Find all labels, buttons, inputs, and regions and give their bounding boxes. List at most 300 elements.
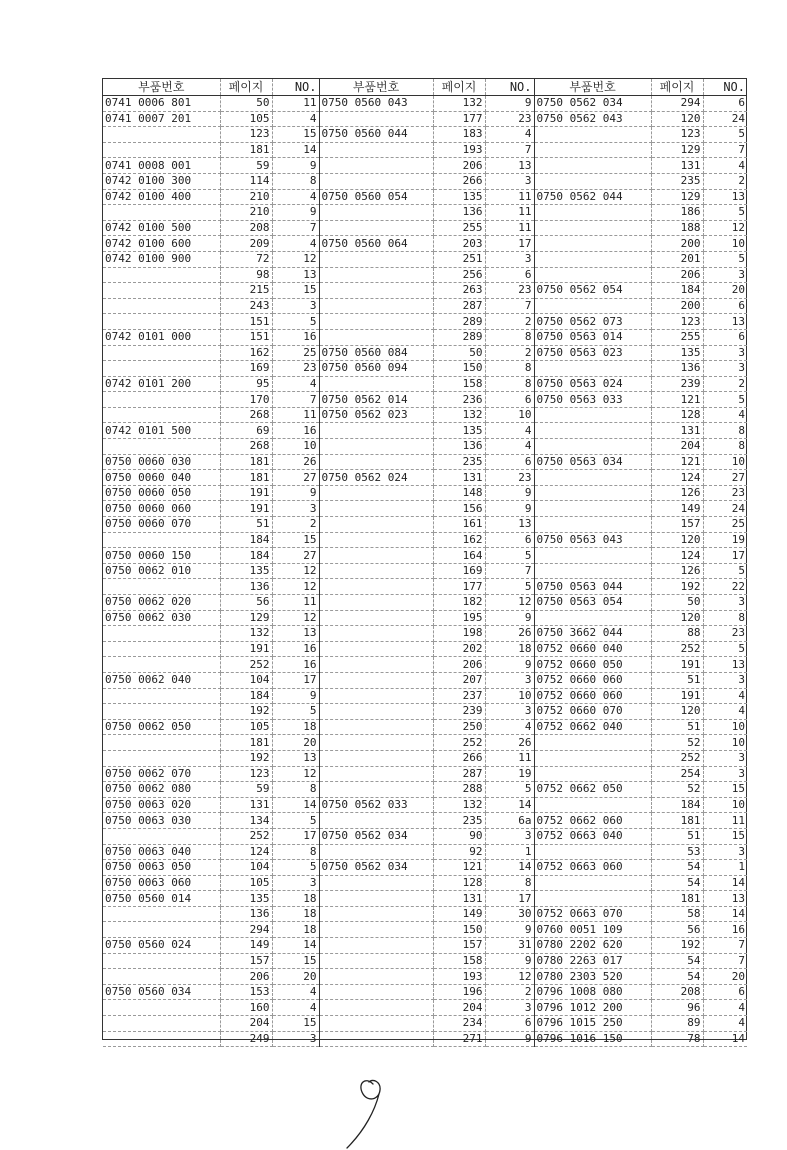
no-cell: 2 <box>703 376 747 392</box>
table-row <box>103 797 747 813</box>
part-no-cell <box>319 688 433 704</box>
page-cell: 192 <box>651 579 703 595</box>
part-no-cell <box>103 127 220 143</box>
page-cell: 131 <box>651 423 703 439</box>
page-cell: 132 <box>433 797 485 813</box>
no-cell: 14 <box>703 906 747 922</box>
no-cell: 27 <box>272 548 319 564</box>
page-cell: 135 <box>433 189 485 205</box>
page-cell: 181 <box>220 142 272 158</box>
part-no-cell: 0796 1008 080 <box>534 984 651 1000</box>
page-cell: 196 <box>433 984 485 1000</box>
table-row <box>103 657 747 673</box>
part-no-cell <box>103 953 220 969</box>
part-no-cell <box>319 766 433 782</box>
part-no-cell: 0760 0051 109 <box>534 922 651 938</box>
table-row <box>103 579 747 595</box>
part-no-cell <box>103 828 220 844</box>
no-cell: 8 <box>485 361 534 377</box>
part-no-cell <box>534 485 651 501</box>
no-cell: 6 <box>703 298 747 314</box>
part-no-cell <box>534 439 651 455</box>
no-cell: 25 <box>703 517 747 533</box>
table-row <box>103 423 747 439</box>
page-cell: 50 <box>220 96 272 112</box>
part-no-cell <box>534 267 651 283</box>
no-cell: 3 <box>703 267 747 283</box>
page-cell: 209 <box>220 236 272 252</box>
part-no-cell <box>319 439 433 455</box>
page-cell: 136 <box>651 361 703 377</box>
page-cell: 252 <box>220 657 272 673</box>
no-cell: 5 <box>272 860 319 876</box>
no-cell: 17 <box>272 828 319 844</box>
part-no-cell: 0752 0660 060 <box>534 688 651 704</box>
page-cell: 131 <box>433 470 485 486</box>
page-cell: 98 <box>220 267 272 283</box>
no-cell: 10 <box>485 407 534 423</box>
page-cell: 54 <box>651 969 703 985</box>
part-no-cell: 0742 0100 900 <box>103 251 220 267</box>
no-cell: 13 <box>272 626 319 642</box>
part-no-cell: 0750 0560 014 <box>103 891 220 907</box>
page-cell: 250 <box>433 719 485 735</box>
page-cell: 162 <box>433 532 485 548</box>
part-no-cell <box>103 922 220 938</box>
no-cell: 27 <box>703 470 747 486</box>
no-cell: 9 <box>485 96 534 112</box>
no-cell: 27 <box>272 470 319 486</box>
part-no-cell <box>534 501 651 517</box>
no-cell: 5 <box>703 392 747 408</box>
page-cell: 239 <box>433 704 485 720</box>
table-row <box>103 111 747 127</box>
page-cell: 170 <box>220 392 272 408</box>
page-cell: 266 <box>433 173 485 189</box>
no-cell: 9 <box>272 158 319 174</box>
no-cell: 6 <box>485 1016 534 1032</box>
page-cell: 169 <box>220 361 272 377</box>
page-cell: 161 <box>433 517 485 533</box>
no-cell: 14 <box>272 938 319 954</box>
part-no-cell <box>319 314 433 330</box>
page-cell: 208 <box>220 220 272 236</box>
part-no-cell <box>103 688 220 704</box>
no-cell: 15 <box>703 782 747 798</box>
part-no-cell: 0750 0562 043 <box>534 111 651 127</box>
page-cell: 105 <box>220 875 272 891</box>
page-cell: 51 <box>651 719 703 735</box>
table-row <box>103 906 747 922</box>
no-cell: 19 <box>485 766 534 782</box>
part-no-cell: 0752 0663 040 <box>534 828 651 844</box>
no-cell: 8 <box>485 376 534 392</box>
page-cell: 254 <box>651 766 703 782</box>
table-row <box>103 189 747 205</box>
table-row <box>103 875 747 891</box>
page-cell: 255 <box>433 220 485 236</box>
no-cell: 7 <box>703 938 747 954</box>
no-cell: 9 <box>485 657 534 673</box>
part-no-cell <box>103 392 220 408</box>
part-no-cell <box>319 641 433 657</box>
page-cell: 191 <box>220 501 272 517</box>
part-no-cell: 0750 0563 014 <box>534 329 651 345</box>
table-row <box>103 142 747 158</box>
part-no-cell: 0780 2303 520 <box>534 969 651 985</box>
page-cell: 184 <box>651 797 703 813</box>
page-cell: 114 <box>220 173 272 189</box>
no-cell: 20 <box>272 969 319 985</box>
page-cell: 131 <box>220 797 272 813</box>
page-cell: 149 <box>433 906 485 922</box>
page-cell: 235 <box>433 813 485 829</box>
part-no-cell <box>319 251 433 267</box>
header-no: NO. <box>272 79 319 96</box>
part-no-cell <box>103 579 220 595</box>
part-no-cell <box>103 283 220 299</box>
part-no-cell <box>534 797 651 813</box>
page-cell: 128 <box>433 875 485 891</box>
part-no-cell <box>319 891 433 907</box>
page-cell: 120 <box>651 704 703 720</box>
no-cell: 24 <box>703 111 747 127</box>
page-cell: 59 <box>220 782 272 798</box>
page-cell: 96 <box>651 1000 703 1016</box>
part-no-cell <box>103 361 220 377</box>
no-cell: 14 <box>272 142 319 158</box>
no-cell: 10 <box>703 236 747 252</box>
table-row <box>103 938 747 954</box>
page-cell: 120 <box>651 111 703 127</box>
page-cell: 136 <box>433 439 485 455</box>
part-no-cell <box>534 891 651 907</box>
page-cell: 252 <box>220 828 272 844</box>
part-no-cell <box>103 969 220 985</box>
page-cell: 69 <box>220 423 272 439</box>
part-no-cell <box>319 610 433 626</box>
page-cell: 158 <box>433 376 485 392</box>
no-cell: 12 <box>272 579 319 595</box>
no-cell: 10 <box>703 454 747 470</box>
table-row <box>103 376 747 392</box>
handwritten-signature <box>335 1070 405 1150</box>
no-cell: 4 <box>272 111 319 127</box>
page-cell: 124 <box>651 548 703 564</box>
no-cell: 17 <box>703 548 747 564</box>
table-row <box>103 501 747 517</box>
page-cell: 153 <box>220 984 272 1000</box>
part-no-cell <box>103 267 220 283</box>
page-cell: 54 <box>651 875 703 891</box>
part-no-cell: 0752 0660 060 <box>534 672 651 688</box>
no-cell: 1 <box>703 860 747 876</box>
no-cell: 2 <box>485 984 534 1000</box>
part-no-cell: 0742 0100 300 <box>103 173 220 189</box>
table-row <box>103 236 747 252</box>
no-cell: 31 <box>485 938 534 954</box>
no-cell: 17 <box>272 672 319 688</box>
part-no-cell <box>534 220 651 236</box>
page-cell: 268 <box>220 439 272 455</box>
table-row <box>103 517 747 533</box>
page-cell: 268 <box>220 407 272 423</box>
part-no-cell: 0742 0101 200 <box>103 376 220 392</box>
table-row <box>103 407 747 423</box>
no-cell: 20 <box>703 283 747 299</box>
part-no-cell <box>103 906 220 922</box>
part-no-cell: 0750 0060 030 <box>103 454 220 470</box>
table-row <box>103 485 747 501</box>
page-cell: 135 <box>220 891 272 907</box>
page-cell: 294 <box>220 922 272 938</box>
part-no-cell <box>319 205 433 221</box>
no-cell: 11 <box>485 205 534 221</box>
part-no-cell: 0750 0562 034 <box>534 96 651 112</box>
no-cell: 12 <box>485 595 534 611</box>
header-no: NO. <box>703 79 747 96</box>
page-cell: 191 <box>651 688 703 704</box>
page-cell: 56 <box>220 595 272 611</box>
no-cell: 5 <box>703 205 747 221</box>
page-cell: 128 <box>651 407 703 423</box>
table-row <box>103 984 747 1000</box>
no-cell: 3 <box>485 251 534 267</box>
page-cell: 193 <box>433 142 485 158</box>
page-cell: 206 <box>651 267 703 283</box>
page-cell: 204 <box>433 1000 485 1016</box>
no-cell: 26 <box>485 626 534 642</box>
no-cell: 8 <box>485 875 534 891</box>
no-cell: 15 <box>272 127 319 143</box>
part-no-cell: 0750 0062 050 <box>103 719 220 735</box>
part-no-cell <box>534 158 651 174</box>
no-cell: 4 <box>485 439 534 455</box>
page-cell: 59 <box>220 158 272 174</box>
no-cell: 9 <box>272 485 319 501</box>
table-row <box>103 641 747 657</box>
table-row <box>103 329 747 345</box>
no-cell: 14 <box>272 797 319 813</box>
table-row <box>103 610 747 626</box>
page-cell: 192 <box>220 704 272 720</box>
page-cell: 54 <box>651 953 703 969</box>
part-no-cell <box>534 173 651 189</box>
part-no-cell <box>319 922 433 938</box>
part-no-cell: 0752 0660 070 <box>534 704 651 720</box>
part-no-cell: 0750 0562 044 <box>534 189 651 205</box>
part-no-cell: 0750 0562 033 <box>319 797 433 813</box>
part-no-cell <box>319 517 433 533</box>
page-cell: 132 <box>433 407 485 423</box>
table-row <box>103 361 747 377</box>
no-cell: 2 <box>272 517 319 533</box>
no-cell: 14 <box>703 875 747 891</box>
table-row <box>103 688 747 704</box>
page-cell: 120 <box>651 532 703 548</box>
part-no-cell <box>319 735 433 751</box>
no-cell: 9 <box>485 1031 534 1047</box>
page-cell: 131 <box>651 158 703 174</box>
no-cell: 19 <box>703 532 747 548</box>
table-row <box>103 969 747 985</box>
page-cell: 203 <box>433 236 485 252</box>
table-row <box>103 314 747 330</box>
table-row <box>103 158 747 174</box>
no-cell: 3 <box>272 501 319 517</box>
part-no-cell: 0750 3662 044 <box>534 626 651 642</box>
page-cell: 186 <box>651 205 703 221</box>
part-no-cell <box>534 563 651 579</box>
part-no-cell <box>319 454 433 470</box>
page-cell: 184 <box>220 532 272 548</box>
no-cell: 4 <box>703 1000 747 1016</box>
no-cell: 13 <box>272 267 319 283</box>
no-cell: 23 <box>272 361 319 377</box>
no-cell: 4 <box>272 236 319 252</box>
part-no-cell <box>319 719 433 735</box>
no-cell: 7 <box>485 298 534 314</box>
part-no-cell: 0750 0063 050 <box>103 860 220 876</box>
no-cell: 14 <box>485 860 534 876</box>
page-cell: 124 <box>651 470 703 486</box>
part-no-cell: 0750 0062 010 <box>103 563 220 579</box>
no-cell: 3 <box>485 828 534 844</box>
table-row <box>103 922 747 938</box>
no-cell: 4 <box>703 158 747 174</box>
part-no-cell <box>319 704 433 720</box>
no-cell: 7 <box>272 392 319 408</box>
part-no-cell <box>319 423 433 439</box>
page-cell: 206 <box>220 969 272 985</box>
page-cell: 237 <box>433 688 485 704</box>
page-cell: 287 <box>433 298 485 314</box>
part-no-cell <box>534 766 651 782</box>
no-cell: 13 <box>272 750 319 766</box>
part-no-cell: 0750 0560 044 <box>319 127 433 143</box>
page-cell: 136 <box>433 205 485 221</box>
page-cell: 135 <box>651 345 703 361</box>
no-cell: 23 <box>703 626 747 642</box>
page-cell: 121 <box>651 454 703 470</box>
part-no-cell: 0750 0563 023 <box>534 345 651 361</box>
no-cell: 3 <box>703 595 747 611</box>
page-cell: 150 <box>433 922 485 938</box>
part-no-cell <box>534 470 651 486</box>
page-cell: 287 <box>433 766 485 782</box>
page-cell: 52 <box>651 782 703 798</box>
table-row <box>103 439 747 455</box>
page-cell: 252 <box>651 641 703 657</box>
part-no-cell: 0750 0062 070 <box>103 766 220 782</box>
part-no-cell: 0750 0560 064 <box>319 236 433 252</box>
part-no-cell: 0780 2202 620 <box>534 938 651 954</box>
no-cell: 20 <box>272 735 319 751</box>
part-no-cell <box>319 750 433 766</box>
no-cell: 3 <box>703 361 747 377</box>
page-cell: 251 <box>433 251 485 267</box>
page-cell: 252 <box>433 735 485 751</box>
page-cell: 149 <box>651 501 703 517</box>
no-cell: 4 <box>272 376 319 392</box>
no-cell: 5 <box>272 813 319 829</box>
part-no-cell: 0796 1012 200 <box>534 1000 651 1016</box>
table-row <box>103 470 747 486</box>
page-cell: 191 <box>651 657 703 673</box>
page-cell: 294 <box>651 96 703 112</box>
page-cell: 157 <box>220 953 272 969</box>
page-cell: 271 <box>433 1031 485 1047</box>
part-no-cell <box>319 158 433 174</box>
part-no-cell: 0750 0563 054 <box>534 595 651 611</box>
no-cell: 12 <box>272 610 319 626</box>
no-cell: 24 <box>703 501 747 517</box>
part-no-cell <box>103 439 220 455</box>
no-cell: 11 <box>272 96 319 112</box>
part-no-cell: 0750 0563 024 <box>534 376 651 392</box>
no-cell: 11 <box>485 750 534 766</box>
page-cell: 169 <box>433 563 485 579</box>
no-cell: 16 <box>272 657 319 673</box>
no-cell: 16 <box>272 423 319 439</box>
no-cell: 14 <box>485 797 534 813</box>
part-no-cell: 0750 0063 020 <box>103 797 220 813</box>
page-cell: 239 <box>651 376 703 392</box>
part-no-cell <box>319 984 433 1000</box>
part-no-cell <box>534 875 651 891</box>
page-cell: 177 <box>433 579 485 595</box>
part-no-cell: 0750 0562 034 <box>319 828 433 844</box>
page-cell: 192 <box>651 938 703 954</box>
no-cell: 14 <box>703 1031 747 1047</box>
page-cell: 151 <box>220 314 272 330</box>
part-no-cell: 0742 0100 400 <box>103 189 220 205</box>
header-row <box>103 79 747 96</box>
no-cell: 26 <box>272 454 319 470</box>
no-cell: 7 <box>485 563 534 579</box>
no-cell: 6 <box>485 267 534 283</box>
page-cell: 263 <box>433 283 485 299</box>
part-no-cell <box>103 298 220 314</box>
table-row <box>103 251 747 267</box>
table-row <box>103 626 747 642</box>
page-cell: 235 <box>433 454 485 470</box>
table-row <box>103 1016 747 1032</box>
part-no-cell <box>534 423 651 439</box>
page-cell: 151 <box>220 329 272 345</box>
part-no-cell: 0750 0563 044 <box>534 579 651 595</box>
no-cell: 6a <box>485 813 534 829</box>
page-cell: 135 <box>433 423 485 439</box>
table-row <box>103 1000 747 1016</box>
page-cell: 289 <box>433 329 485 345</box>
no-cell: 22 <box>703 579 747 595</box>
part-no-cell: 0752 0662 060 <box>534 813 651 829</box>
no-cell: 4 <box>485 423 534 439</box>
part-no-cell: 0750 0060 040 <box>103 470 220 486</box>
page-cell: 255 <box>651 329 703 345</box>
part-no-cell: 0742 0101 000 <box>103 329 220 345</box>
page-cell: 181 <box>651 813 703 829</box>
part-no-cell <box>319 532 433 548</box>
part-no-cell: 0750 0562 014 <box>319 392 433 408</box>
no-cell: 3 <box>272 298 319 314</box>
page-cell: 182 <box>433 595 485 611</box>
page-cell: 204 <box>651 439 703 455</box>
page-cell: 210 <box>220 189 272 205</box>
table-row <box>103 813 747 829</box>
no-cell: 8 <box>272 782 319 798</box>
